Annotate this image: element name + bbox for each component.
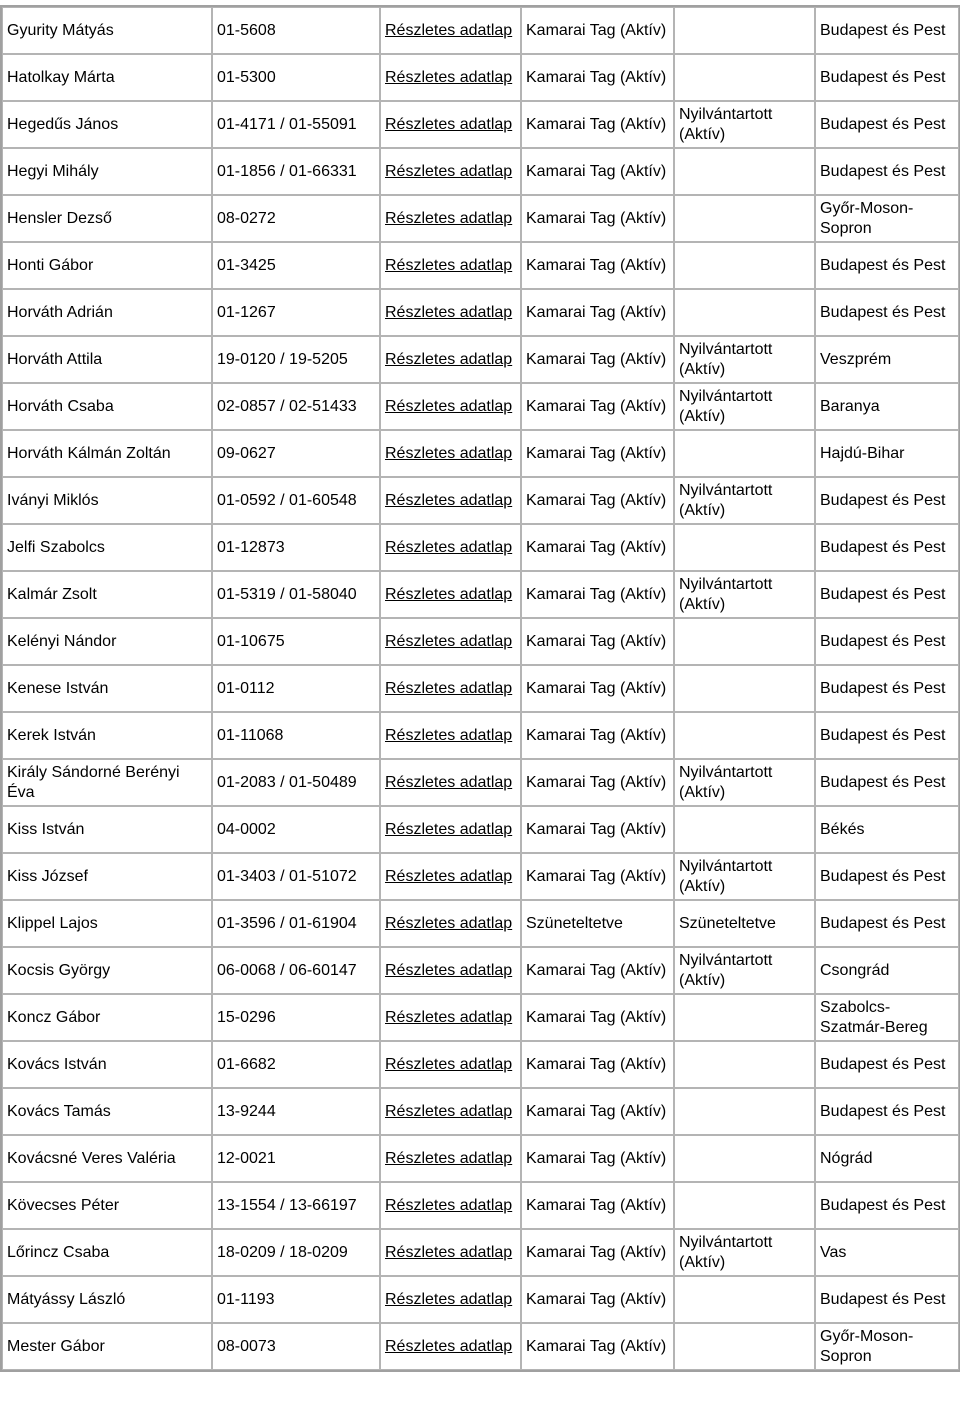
table-row: [2, 994, 959, 1041]
status-cell: Kamarai Tag (Aktív): [521, 1182, 674, 1229]
details-link[interactable]: Részletes adatlap: [385, 1008, 513, 1026]
status-cell: Szüneteltetve: [521, 900, 674, 947]
details-link-cell: [380, 430, 521, 477]
region-cell: Hajdú-Bihar: [815, 430, 959, 477]
registry-cell: [674, 54, 815, 101]
details-link[interactable]: Részletes adatlap: [385, 256, 513, 274]
region-cell: Vas: [815, 1229, 959, 1276]
registry-cell: Nyilvántartott (Aktív): [674, 383, 815, 430]
member-name-cell: Király Sándorné Berényi Éva: [2, 759, 212, 806]
region-cell: Veszprém: [815, 336, 959, 383]
member-name-cell: Kövecses Péter: [2, 1182, 212, 1229]
region-cell: Budapest és Pest: [815, 289, 959, 336]
details-link[interactable]: Részletes adatlap: [385, 961, 513, 979]
details-link-cell: [380, 524, 521, 571]
registry-cell: [674, 7, 815, 54]
details-link-cell: [380, 1135, 521, 1182]
details-link-cell: [380, 806, 521, 853]
members-table: [0, 5, 960, 1372]
details-link[interactable]: Részletes adatlap: [385, 585, 513, 603]
member-name-cell: Kiss József: [2, 853, 212, 900]
details-link[interactable]: Részletes adatlap: [385, 679, 513, 697]
status-cell: Kamarai Tag (Aktív): [521, 477, 674, 524]
table-row: [2, 477, 959, 524]
details-link-cell: [380, 947, 521, 994]
details-link[interactable]: Részletes adatlap: [385, 867, 513, 885]
registry-cell: Nyilvántartott (Aktív): [674, 336, 815, 383]
member-id-cell: 15-0296: [212, 994, 380, 1041]
member-name-cell: Kelényi Nándor: [2, 618, 212, 665]
member-id-cell: 01-0592 / 01-60548: [212, 477, 380, 524]
table-row: [2, 336, 959, 383]
member-name-cell: Horváth Adrián: [2, 289, 212, 336]
details-link-cell: [380, 618, 521, 665]
registry-cell: [674, 289, 815, 336]
registry-cell: [674, 524, 815, 571]
member-name-cell: Kovács István: [2, 1041, 212, 1088]
registry-cell: Nyilvántartott (Aktív): [674, 853, 815, 900]
member-id-cell: 01-3425: [212, 242, 380, 289]
member-id-cell: 01-5300: [212, 54, 380, 101]
table-row: [2, 947, 959, 994]
details-link[interactable]: Részletes adatlap: [385, 1196, 513, 1214]
table-row: [2, 712, 959, 759]
details-link-cell: [380, 1041, 521, 1088]
member-id-cell: 01-0112: [212, 665, 380, 712]
member-id-cell: 08-0073: [212, 1323, 380, 1370]
registry-cell: [674, 195, 815, 242]
member-name-cell: Kenese István: [2, 665, 212, 712]
table-row: [2, 853, 959, 900]
member-id-cell: 01-3403 / 01-51072: [212, 853, 380, 900]
region-cell: Budapest és Pest: [815, 665, 959, 712]
status-cell: Kamarai Tag (Aktív): [521, 1276, 674, 1323]
details-link[interactable]: Részletes adatlap: [385, 538, 513, 556]
details-link-cell: [380, 712, 521, 759]
region-cell: Budapest és Pest: [815, 524, 959, 571]
table-row: [2, 900, 959, 947]
status-cell: Kamarai Tag (Aktív): [521, 101, 674, 148]
details-link[interactable]: Részletes adatlap: [385, 303, 513, 321]
member-id-cell: 08-0272: [212, 195, 380, 242]
details-link[interactable]: Részletes adatlap: [385, 21, 513, 39]
status-cell: Kamarai Tag (Aktív): [521, 1135, 674, 1182]
status-cell: Kamarai Tag (Aktív): [521, 242, 674, 289]
registry-cell: [674, 148, 815, 195]
table-row: [2, 289, 959, 336]
member-name-cell: Koncz Gábor: [2, 994, 212, 1041]
details-link-cell: [380, 336, 521, 383]
member-id-cell: 12-0021: [212, 1135, 380, 1182]
members-table-body: [2, 7, 959, 1370]
details-link-cell: [380, 665, 521, 712]
member-id-cell: 01-12873: [212, 524, 380, 571]
details-link[interactable]: Részletes adatlap: [385, 1243, 513, 1261]
member-id-cell: 01-5608: [212, 7, 380, 54]
table-row: [2, 1088, 959, 1135]
region-cell: Baranya: [815, 383, 959, 430]
details-link-cell: [380, 101, 521, 148]
status-cell: Kamarai Tag (Aktív): [521, 618, 674, 665]
region-cell: Győr-Moson-Sopron: [815, 195, 959, 242]
member-id-cell: 01-1856 / 01-66331: [212, 148, 380, 195]
member-id-cell: 01-1267: [212, 289, 380, 336]
details-link-cell: [380, 759, 521, 806]
status-cell: Kamarai Tag (Aktív): [521, 947, 674, 994]
table-row: [2, 242, 959, 289]
details-link-cell: [380, 900, 521, 947]
table-row: [2, 618, 959, 665]
details-link[interactable]: Részletes adatlap: [385, 914, 513, 932]
status-cell: Kamarai Tag (Aktív): [521, 383, 674, 430]
status-cell: Kamarai Tag (Aktív): [521, 806, 674, 853]
registry-cell: [674, 806, 815, 853]
details-link[interactable]: Részletes adatlap: [385, 350, 513, 368]
table-row: [2, 1182, 959, 1229]
details-link-cell: [380, 1088, 521, 1135]
member-id-cell: 01-11068: [212, 712, 380, 759]
registry-cell: [674, 994, 815, 1041]
member-id-cell: 01-6682: [212, 1041, 380, 1088]
details-link[interactable]: Részletes adatlap: [385, 1149, 513, 1167]
details-link[interactable]: Részletes adatlap: [385, 397, 513, 415]
registry-cell: [674, 1276, 815, 1323]
member-name-cell: Horváth Csaba: [2, 383, 212, 430]
region-cell: Szabolcs-Szatmár-Bereg: [815, 994, 959, 1041]
table-row: [2, 1229, 959, 1276]
region-cell: Budapest és Pest: [815, 101, 959, 148]
details-link[interactable]: Részletes adatlap: [385, 1102, 513, 1120]
details-link-cell: [380, 994, 521, 1041]
details-link-cell: [380, 1323, 521, 1370]
registry-cell: Nyilvántartott (Aktív): [674, 571, 815, 618]
registry-cell: [674, 1088, 815, 1135]
member-name-cell: Kovács Tamás: [2, 1088, 212, 1135]
member-name-cell: Horváth Attila: [2, 336, 212, 383]
table-row: [2, 195, 959, 242]
details-link[interactable]: Részletes adatlap: [385, 820, 513, 838]
region-cell: Budapest és Pest: [815, 1276, 959, 1323]
member-id-cell: 01-2083 / 01-50489: [212, 759, 380, 806]
status-cell: Kamarai Tag (Aktív): [521, 336, 674, 383]
region-cell: Budapest és Pest: [815, 1041, 959, 1088]
region-cell: Budapest és Pest: [815, 1088, 959, 1135]
registry-cell: [674, 430, 815, 477]
details-link-cell: [380, 242, 521, 289]
registry-cell: [674, 1041, 815, 1088]
member-id-cell: 01-3596 / 01-61904: [212, 900, 380, 947]
region-cell: Budapest és Pest: [815, 618, 959, 665]
details-link[interactable]: Részletes adatlap: [385, 491, 513, 509]
member-name-cell: Kalmár Zsolt: [2, 571, 212, 618]
details-link-cell: [380, 148, 521, 195]
details-link[interactable]: Részletes adatlap: [385, 115, 513, 133]
member-name-cell: Jelfi Szabolcs: [2, 524, 212, 571]
region-cell: Budapest és Pest: [815, 242, 959, 289]
details-link-cell: [380, 571, 521, 618]
details-link[interactable]: Részletes adatlap: [385, 444, 513, 462]
details-link[interactable]: Részletes adatlap: [385, 726, 513, 744]
member-id-cell: 01-1193: [212, 1276, 380, 1323]
details-link-cell: [380, 1229, 521, 1276]
status-cell: Kamarai Tag (Aktív): [521, 7, 674, 54]
member-name-cell: Iványi Miklós: [2, 477, 212, 524]
member-name-cell: Lőrincz Csaba: [2, 1229, 212, 1276]
table-row: [2, 759, 959, 806]
registry-cell: [674, 665, 815, 712]
member-id-cell: 01-5319 / 01-58040: [212, 571, 380, 618]
registry-cell: Nyilvántartott (Aktív): [674, 101, 815, 148]
member-id-cell: 19-0120 / 19-5205: [212, 336, 380, 383]
member-id-cell: 18-0209 / 18-0209: [212, 1229, 380, 1276]
table-row: [2, 1041, 959, 1088]
status-cell: Kamarai Tag (Aktív): [521, 1229, 674, 1276]
details-link-cell: [380, 1182, 521, 1229]
table-row: [2, 1276, 959, 1323]
member-name-cell: Gyurity Mátyás: [2, 7, 212, 54]
details-link[interactable]: Részletes adatlap: [385, 1337, 513, 1355]
table-row: [2, 7, 959, 54]
table-row: [2, 571, 959, 618]
region-cell: Budapest és Pest: [815, 7, 959, 54]
region-cell: Budapest és Pest: [815, 900, 959, 947]
member-name-cell: Klippel Lajos: [2, 900, 212, 947]
member-name-cell: Kiss István: [2, 806, 212, 853]
details-link[interactable]: Részletes adatlap: [385, 632, 513, 650]
registry-cell: [674, 712, 815, 759]
table-row: [2, 101, 959, 148]
status-cell: Kamarai Tag (Aktív): [521, 994, 674, 1041]
details-link-cell: [380, 289, 521, 336]
member-id-cell: 06-0068 / 06-60147: [212, 947, 380, 994]
member-name-cell: Hegyi Mihály: [2, 148, 212, 195]
details-link-cell: [380, 477, 521, 524]
member-name-cell: Mester Gábor: [2, 1323, 212, 1370]
region-cell: Budapest és Pest: [815, 571, 959, 618]
registry-cell: Nyilvántartott (Aktív): [674, 477, 815, 524]
table-row: [2, 1323, 959, 1370]
details-link-cell: [380, 383, 521, 430]
table-row: [2, 383, 959, 430]
details-link[interactable]: Részletes adatlap: [385, 162, 513, 180]
member-id-cell: 13-9244: [212, 1088, 380, 1135]
status-cell: Kamarai Tag (Aktív): [521, 665, 674, 712]
member-id-cell: 01-10675: [212, 618, 380, 665]
status-cell: Kamarai Tag (Aktív): [521, 1323, 674, 1370]
details-link[interactable]: Részletes adatlap: [385, 1055, 513, 1073]
table-row: [2, 1135, 959, 1182]
region-cell: Budapest és Pest: [815, 853, 959, 900]
member-id-cell: 04-0002: [212, 806, 380, 853]
registry-cell: [674, 1323, 815, 1370]
registry-cell: Nyilvántartott (Aktív): [674, 759, 815, 806]
member-id-cell: 13-1554 / 13-66197: [212, 1182, 380, 1229]
member-name-cell: Hensler Dezső: [2, 195, 212, 242]
registry-cell: [674, 1182, 815, 1229]
region-cell: Budapest és Pest: [815, 54, 959, 101]
registry-cell: [674, 1135, 815, 1182]
details-link[interactable]: Részletes adatlap: [385, 68, 513, 86]
table-row: [2, 665, 959, 712]
status-cell: Kamarai Tag (Aktív): [521, 195, 674, 242]
table-row: [2, 54, 959, 101]
member-name-cell: Horváth Kálmán Zoltán: [2, 430, 212, 477]
region-cell: Nógrád: [815, 1135, 959, 1182]
details-link-cell: [380, 195, 521, 242]
member-name-cell: Hatolkay Márta: [2, 54, 212, 101]
details-link[interactable]: Részletes adatlap: [385, 773, 513, 791]
member-name-cell: Kocsis György: [2, 947, 212, 994]
details-link-cell: [380, 54, 521, 101]
details-link-cell: [380, 7, 521, 54]
details-link-cell: [380, 853, 521, 900]
status-cell: Kamarai Tag (Aktív): [521, 1041, 674, 1088]
member-name-cell: Hegedűs János: [2, 101, 212, 148]
region-cell: Békés: [815, 806, 959, 853]
status-cell: Kamarai Tag (Aktív): [521, 54, 674, 101]
status-cell: Kamarai Tag (Aktív): [521, 712, 674, 759]
region-cell: Budapest és Pest: [815, 477, 959, 524]
details-link[interactable]: Részletes adatlap: [385, 1290, 513, 1308]
details-link[interactable]: Részletes adatlap: [385, 209, 513, 227]
status-cell: Kamarai Tag (Aktív): [521, 148, 674, 195]
table-row: [2, 524, 959, 571]
table-row: [2, 430, 959, 477]
registry-cell: [674, 242, 815, 289]
region-cell: Budapest és Pest: [815, 759, 959, 806]
registry-cell: [674, 618, 815, 665]
member-id-cell: 02-0857 / 02-51433: [212, 383, 380, 430]
region-cell: Budapest és Pest: [815, 148, 959, 195]
table-row: [2, 148, 959, 195]
region-cell: Budapest és Pest: [815, 1182, 959, 1229]
status-cell: Kamarai Tag (Aktív): [521, 1088, 674, 1135]
member-name-cell: Honti Gábor: [2, 242, 212, 289]
registry-cell: Nyilvántartott (Aktív): [674, 947, 815, 994]
status-cell: Kamarai Tag (Aktív): [521, 853, 674, 900]
registry-cell: Szüneteltetve: [674, 900, 815, 947]
region-cell: Csongrád: [815, 947, 959, 994]
status-cell: Kamarai Tag (Aktív): [521, 430, 674, 477]
member-name-cell: Mátyássy László: [2, 1276, 212, 1323]
member-id-cell: 09-0627: [212, 430, 380, 477]
table-row: [2, 806, 959, 853]
status-cell: Kamarai Tag (Aktív): [521, 571, 674, 618]
registry-cell: Nyilvántartott (Aktív): [674, 1229, 815, 1276]
region-cell: Budapest és Pest: [815, 712, 959, 759]
member-name-cell: Kovácsné Veres Valéria: [2, 1135, 212, 1182]
status-cell: Kamarai Tag (Aktív): [521, 289, 674, 336]
status-cell: Kamarai Tag (Aktív): [521, 759, 674, 806]
status-cell: Kamarai Tag (Aktív): [521, 524, 674, 571]
member-name-cell: Kerek István: [2, 712, 212, 759]
region-cell: Győr-Moson-Sopron: [815, 1323, 959, 1370]
member-id-cell: 01-4171 / 01-55091: [212, 101, 380, 148]
details-link-cell: [380, 1276, 521, 1323]
